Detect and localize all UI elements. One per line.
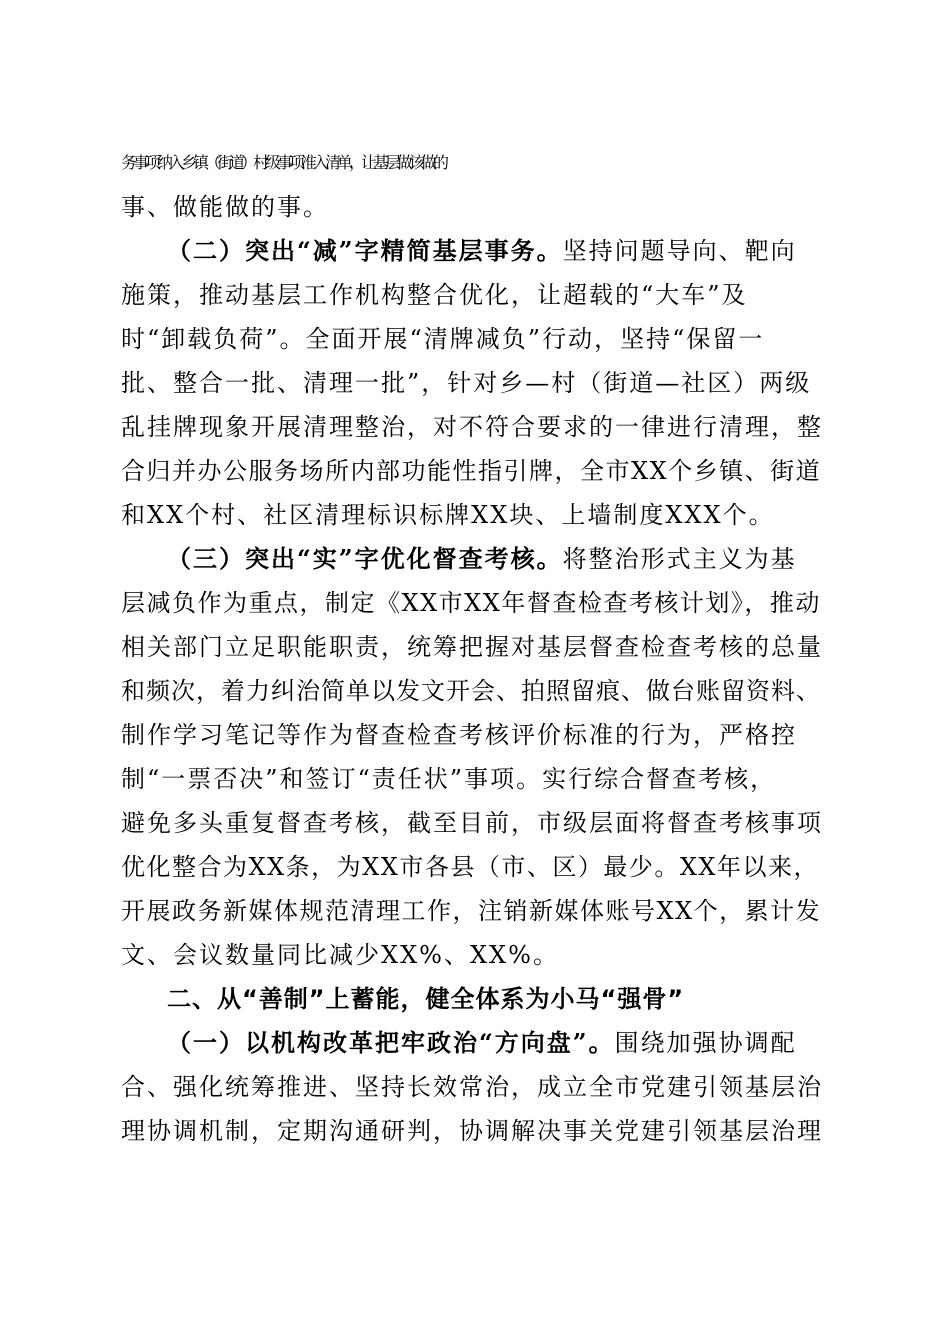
- body-text-line: 乱挂牌现象开展清理整治，对不符合要求的一律进行清理，整: [121, 413, 823, 441]
- body-text-line: 避免多头重复督查考核，截至目前，市级层面将督查考核事项: [121, 809, 823, 837]
- body-text-line: 和频次，着力纠治简单以发文开会、拍照留痕、做台账留资料、: [121, 677, 821, 705]
- subheading-2: [167, 229, 797, 273]
- body-text-line: 时“卸载负荷”。全面开展“清牌减负”行动，坚持“保留一: [121, 325, 765, 353]
- body-text-line: 理协调机制，定期沟通研判，协调解决事关党建引领基层治理: [121, 1117, 823, 1145]
- subheading-3: [167, 537, 797, 581]
- body-text-line: 开展政务新媒体规范清理工作，注销新媒体账号XX个，累计发: [121, 897, 822, 925]
- subheading-label: （一）以机构改革把牢政治“方向盘”。: [167, 1028, 615, 1057]
- body-text-line: 优化整合为XX条，为XX市各县（市、区）最少。XX年以来，: [121, 853, 820, 881]
- body-text-line: 事、做能做的事。: [121, 193, 329, 221]
- body-text-line: 和XX个村、社区清理标识标牌XX块、上墙制度XXX个。: [121, 501, 775, 529]
- body-text-line: 合归并办公服务场所内部功能性指引牌，全市XX个乡镇、街道: [121, 457, 822, 485]
- body-text-line: 制作学习笔记等作为督查检查考核评价标准的行为，严格控: [121, 721, 797, 749]
- body-text-line: 文、会议数量同比减少XX%、XX%。: [121, 941, 559, 969]
- body-text-line: 批、整合一批、清理一批”，针对乡—村（街道—社区）两级: [121, 369, 812, 397]
- body-text-line: 制“一票否决”和签订“责任状”事项。实行综合督查考核，: [121, 765, 777, 793]
- body-text-line: 层减负作为重点，制定《XX市XX年督查检查考核计划》，推动: [121, 589, 821, 617]
- body-text-inline: 将整治形式主义为基: [562, 545, 797, 573]
- body-text-inline: 围绕加强协调配: [614, 1029, 797, 1057]
- subheading-1: [167, 1021, 797, 1065]
- body-text-line: 施策，推动基层工作机构整合优化，让超载的“大车”及: [121, 281, 748, 309]
- body-text-line: 相关部门立足职能职责，统筹把握对基层督查检查考核的总量: [121, 633, 823, 661]
- subheading-label: （三）突出“实”字优化督查考核。: [167, 544, 563, 573]
- subheading-label: （二）突出“减”字精简基层事务。: [167, 236, 563, 265]
- section-heading: 二、从“善制”上蓄能，健全体系为小马“强骨”: [167, 985, 685, 1013]
- body-text-line: 务事项纳入乡镇（街道）村级事项准入清单，让基层做该做的: [121, 153, 446, 172]
- body-text-inline: 坚持问题导向、靶向: [562, 237, 797, 265]
- body-text-line: 合、强化统筹推进、坚持长效常治，成立全市党建引领基层治: [121, 1073, 823, 1101]
